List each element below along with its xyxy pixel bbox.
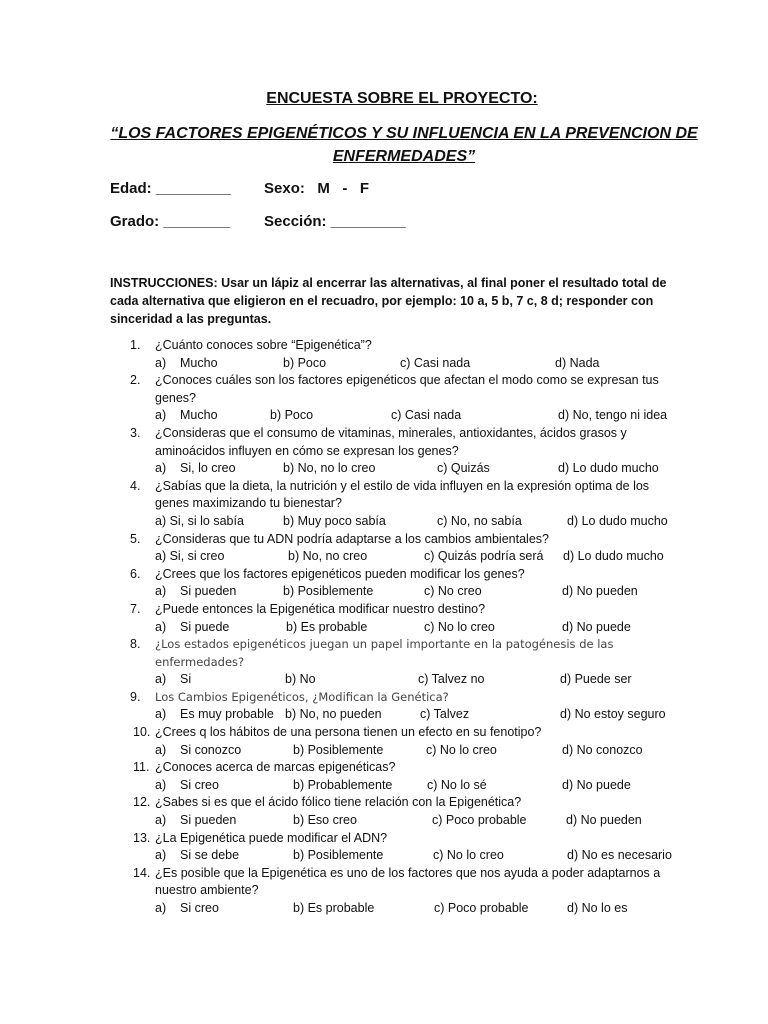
answer-option-d[interactable]: d) No lo es [567,901,628,915]
question-text: ¿Consideras que el consumo de vitaminas, minerales, antioxidantes, ácidos grasos y aminoácidos influyen en cómo se expresan los genes? [155,425,627,458]
answer-option-a[interactable]: a) Si pueden [155,584,237,599]
question-item [0,337,768,372]
question-text: ¿Sabes si es que el ácido fólico tiene relación con la Epigenética? [155,795,522,810]
answer-option-c[interactable]: c) Quizás podría será [424,549,544,564]
answer-option-d[interactable]: d) No pueden [562,584,638,599]
answer-option-c[interactable]: c) Casi nada [400,355,471,370]
answer-options [0,812,768,830]
answer-options [0,671,768,689]
question-number: 12. [133,795,151,810]
subtitle-line-2: ENFERMEDADES” [332,148,476,165]
answer-option-b[interactable]: b) Poco [270,408,314,423]
question-text: ¿La Epigenética puede modificar el ADN? [155,830,388,845]
answer-option-d[interactable]: d) Lo dudo mucho [563,549,664,564]
answer-option-b[interactable]: b) No, no lo creo [283,461,376,476]
answer-option-d[interactable]: d) Lo dudo mucho [558,461,659,476]
answer-option-a[interactable]: a) Si, si creo [155,549,225,564]
question-number: 14. [133,865,151,880]
question-item [0,601,768,636]
instructions-text: INSTRUCCIONES: Usar un lápiz al encerrar las alternativas, al final poner el resultado total de cada alternativa que eligieron en el recuadro, por ejemplo: 10 a, 5 b, 7 c, 8 d; responder con sinceridad a las preguntas. [110,276,667,326]
answer-option-c[interactable]: c) No creo [424,584,482,599]
question-item [0,865,768,918]
answer-option-a[interactable]: a) Si se debe [155,848,240,863]
answer-option-c[interactable]: c) Quizás [437,461,490,476]
answer-options [0,583,768,601]
answer-option-a[interactable]: a) Mucho [155,408,218,423]
answer-options [0,706,768,724]
question-item [0,566,768,601]
answer-option-c[interactable]: c) No lo creo [424,619,495,634]
question-item [0,636,768,689]
question-text: ¿Crees q los hábitos de una persona tienen un efecto en su fenotipo? [155,725,542,740]
question-number: 3. [130,425,141,440]
answer-options [0,460,768,478]
answer-option-d[interactable]: d) No, tengo ni idea [558,408,668,423]
answer-option-c[interactable]: c) No, no sabía [437,513,522,528]
question-item [0,531,768,566]
question-text: ¿Crees que los factores epigenéticos pueden modificar los genes? [155,566,525,581]
project-subtitle [104,122,704,168]
answer-option-a[interactable]: a) Si, si lo sabía [155,513,244,528]
question-item [0,425,768,478]
question-number: 7. [130,601,141,616]
answer-option-a[interactable]: a) Es muy probable [155,707,274,722]
answer-option-b[interactable]: b) Es probable [293,901,375,915]
question-item [0,478,768,531]
grade-field[interactable]: Grado: ________ [110,213,231,230]
question-text: ¿Cuánto conoces sobre “Epigenética”? [155,338,372,352]
answer-option-b[interactable]: b) Eso creo [293,813,357,828]
answer-option-d[interactable]: d) No es necesario [567,848,672,863]
answer-option-a[interactable]: a) Si puede [155,619,230,634]
question-list [0,337,768,918]
answer-option-b[interactable]: b) No, no creo [288,549,368,564]
answer-options [0,355,768,373]
answer-option-a[interactable]: a) Si pueden [155,813,237,828]
question-number: 10. [133,725,151,740]
answer-option-b[interactable]: b) Poco [283,355,327,370]
answer-option-a[interactable]: a) Mucho [155,355,218,370]
section-field[interactable]: Sección: _________ [264,213,406,230]
answer-option-a[interactable]: a) Si creo [155,901,219,915]
question-number: 5. [130,531,141,546]
answer-option-b[interactable]: b) No [285,672,316,687]
question-text: ¿Sabías que la dieta, la nutrición y el estilo de vida influyen en la expresión optima de los genes maximizando tu bienestar? [155,478,650,511]
answer-options [0,619,768,637]
subtitle-line-1: “LOS FACTORES EPIGENÉTICOS Y SU INFLUENCIA EN LA PREVENCION DE [110,125,698,142]
answer-option-a[interactable]: a) Si conozco [155,742,242,757]
question-text: ¿Consideras que tu ADN podría adaptarse a los cambios ambientales? [155,531,549,546]
answer-option-a[interactable]: a) Si creo [155,777,219,792]
answer-options [0,847,768,865]
answer-option-d[interactable]: d) No conozco [562,742,643,757]
question-number: 9. [130,689,141,704]
question-number: 1. [130,338,141,352]
answer-option-d[interactable]: d) Nada [555,355,600,370]
answer-options [0,548,768,566]
question-number: 11. [133,760,150,775]
answer-option-d[interactable]: d) No pueden [566,813,642,828]
answer-options [0,742,768,760]
answer-options [0,900,768,918]
question-number: 4. [130,478,141,493]
answer-option-b[interactable]: b) Posiblemente [293,742,384,757]
answer-option-d[interactable]: d) No puede [562,619,631,634]
question-number: 8. [130,637,141,652]
answer-options [0,407,768,425]
question-item [0,372,768,425]
answer-option-b[interactable]: b) Posiblemente [293,848,384,863]
question-item [0,794,768,829]
answer-option-a[interactable]: a) Si [155,672,192,687]
question-text: ¿Conoces cuáles son los factores epigenéticos que afectan el modo como se expresan tus genes? [155,373,659,405]
question-text: ¿Los estados epigenéticos juegan un papel importante en la patogénesis de las enfermedades? [155,637,614,669]
question-text: ¿Es posible que la Epigenética es uno de los factores que nos ayuda a poder adaptarnos a nuestro ambiente? [155,865,661,898]
answer-option-c[interactable]: c) No lo creo [433,848,504,863]
question-item [0,689,768,724]
answer-option-d[interactable]: d) Puede ser [560,672,632,687]
answer-option-b[interactable]: b) Probablemente [293,777,393,792]
answer-options [0,777,768,795]
answer-option-c[interactable]: c) No lo sé [427,777,487,792]
question-item [0,724,768,759]
answer-option-c[interactable]: c) Poco probable [434,901,529,915]
document-title: ENCUESTA SOBRE EL PROYECTO: [266,90,538,107]
question-number: 2. [130,373,141,388]
answer-option-c[interactable]: c) Casi nada [391,408,462,423]
answer-options [0,513,768,531]
question-item [0,759,768,794]
answer-option-d[interactable]: d) No estoy seguro [560,707,666,722]
age-field[interactable]: Edad: _________ [110,180,231,197]
answer-option-a[interactable]: a) Si, lo creo [155,461,236,476]
answer-option-b[interactable]: b) Es probable [286,619,368,634]
question-number: 13. [133,830,151,845]
answer-option-b[interactable]: b) No, no pueden [285,707,382,722]
answer-option-b[interactable]: b) Posiblemente [283,584,374,599]
answer-option-b[interactable]: b) Muy poco sabía [283,513,386,528]
sex-field[interactable]: Sexo: M - F [264,180,370,197]
question-text: ¿Conoces acerca de marcas epigenéticas? [155,760,396,775]
question-item [0,830,768,865]
answer-option-c[interactable]: c) No lo creo [426,742,497,757]
answer-option-d[interactable]: d) Lo dudo mucho [567,513,668,528]
answer-option-c[interactable]: c) Poco probable [432,813,527,828]
answer-option-c[interactable]: c) Talvez [420,707,470,722]
question-text: ¿Puede entonces la Epigenética modificar nuestro destino? [155,601,486,616]
answer-option-d[interactable]: d) No puede [562,777,631,792]
question-text: Los Cambios Epigenéticos, ¿Modifican la Genética? [155,689,449,704]
question-number: 6. [130,566,141,581]
answer-option-c[interactable]: c) Talvez no [418,672,485,687]
